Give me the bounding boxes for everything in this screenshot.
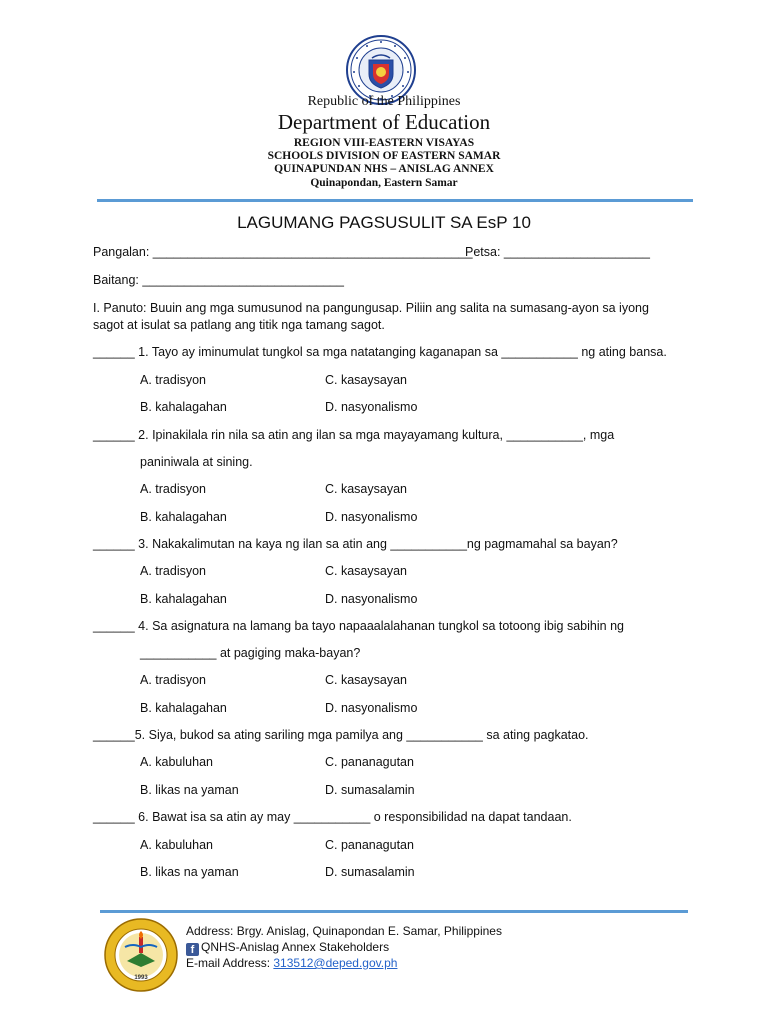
q2-choice-c: C. kasaysayan bbox=[325, 482, 407, 496]
q1-choice-d: D. nasyonalismo bbox=[325, 400, 418, 414]
footer-facebook[interactable] bbox=[186, 940, 389, 956]
q5-choice-c: C. pananagutan bbox=[325, 755, 414, 769]
facebook-icon: f bbox=[186, 943, 199, 956]
q3-choice-c: C. kasaysayan bbox=[325, 564, 407, 578]
date-field[interactable]: Petsa: _____________________ bbox=[465, 245, 650, 259]
name-field[interactable]: Pangalan: ______________________________________________ bbox=[93, 245, 473, 259]
footer-email bbox=[186, 956, 397, 970]
facebook-page-name: QNHS-Anislag Annex Stakeholders bbox=[201, 940, 390, 954]
q1-choice-a: A. tradisyon bbox=[140, 373, 207, 387]
question-5: ______5. Siya, bukod sa ating sariling mga pamilya ang ___________ sa ating pagkatao. bbox=[93, 728, 589, 742]
q5-choice-b: B. likas na yaman bbox=[140, 783, 239, 797]
location-label: Quinapondan, Eastern Samar bbox=[310, 177, 458, 189]
q1-choice-b: B. kahalagahan bbox=[140, 400, 227, 414]
email-link[interactable]: 313512@deped.gov.ph bbox=[273, 956, 398, 970]
department-title: Department of Education bbox=[277, 110, 491, 134]
q6-choice-b: B. likas na yaman bbox=[140, 865, 239, 879]
q1-choice-c: C. kasaysayan bbox=[325, 373, 407, 387]
grade-field[interactable]: Baitang: _____________________________ bbox=[93, 273, 344, 287]
school-logo-year: 1993 bbox=[134, 975, 148, 981]
question-2-continued: paniniwala at sining. bbox=[140, 455, 253, 469]
instructions-line-1: I. Panuto: Buuin ang mga sumusunod na pangungusap. Piliin ang salita na sumasang-ayon sa iyong bbox=[93, 301, 649, 315]
question-6: ______ 6. Bawat isa sa atin ay may ___________ o responsibilidad na dapat tandaan. bbox=[93, 810, 572, 824]
q5-choice-a: A. kabuluhan bbox=[140, 755, 213, 769]
footer-divider bbox=[100, 910, 688, 913]
region-label: REGION VIII-EASTERN VISAYAS bbox=[293, 137, 475, 149]
instructions-line-2: sagot at isulat sa patlang ang titik nga tamang sagot. bbox=[93, 318, 385, 332]
question-4: ______ 4. Sa asignatura na lamang ba tayo napaaalalahanan tungkol sa totoong ibig sabihin ng bbox=[93, 619, 624, 633]
q3-choice-b: B. kahalagahan bbox=[140, 592, 227, 606]
test-title: LAGUMANG PAGSUSULIT SA EsP 10 bbox=[237, 213, 531, 232]
q3-choice-a: A. tradisyon bbox=[140, 564, 207, 578]
q6-choice-c: C. pananagutan bbox=[325, 838, 414, 852]
question-2: ______ 2. Ipinakilala rin nila sa atin ang ilan sa mga mayayamang kultura, ___________, mga bbox=[93, 428, 615, 442]
q2-choice-b: B. kahalagahan bbox=[140, 510, 227, 524]
question-4-continued: ___________ at pagiging maka-bayan? bbox=[140, 646, 361, 660]
footer-address: Address: Brgy. Anislag, Quinapondan E. Samar, Philippines bbox=[186, 924, 502, 938]
q3-choice-d: D. nasyonalismo bbox=[325, 592, 418, 606]
email-label: E-mail Address: bbox=[186, 956, 274, 970]
question-1: ______ 1. Tayo ay iminumulat tungkol sa mga natatanging kaganapan sa ___________ ng ating bansa. bbox=[93, 345, 667, 359]
q4-choice-d: D. nasyonalismo bbox=[325, 701, 418, 715]
division-label: SCHOOLS DIVISION OF EASTERN SAMAR bbox=[267, 150, 501, 162]
q2-choice-a: A. tradisyon bbox=[140, 482, 207, 496]
school-label: QUINAPUNDAN NHS – ANISLAG ANNEX bbox=[274, 163, 494, 175]
school-logo bbox=[103, 917, 179, 993]
question-3: ______ 3. Nakakalimutan na kaya ng ilan sa atin ang ___________ng pagmamahal sa bayan? bbox=[93, 537, 618, 551]
q4-choice-a: A. tradisyon bbox=[140, 673, 207, 687]
q5-choice-d: D. sumasalamin bbox=[325, 783, 415, 797]
q4-choice-b: B. kahalagahan bbox=[140, 701, 227, 715]
q6-choice-a: A. kabuluhan bbox=[140, 838, 213, 852]
q6-choice-d: D. sumasalamin bbox=[325, 865, 415, 879]
q2-choice-d: D. nasyonalismo bbox=[325, 510, 418, 524]
q4-choice-c: C. kasaysayan bbox=[325, 673, 407, 687]
republic-label: Republic of the Philippines bbox=[307, 94, 461, 109]
header-divider bbox=[97, 199, 693, 202]
